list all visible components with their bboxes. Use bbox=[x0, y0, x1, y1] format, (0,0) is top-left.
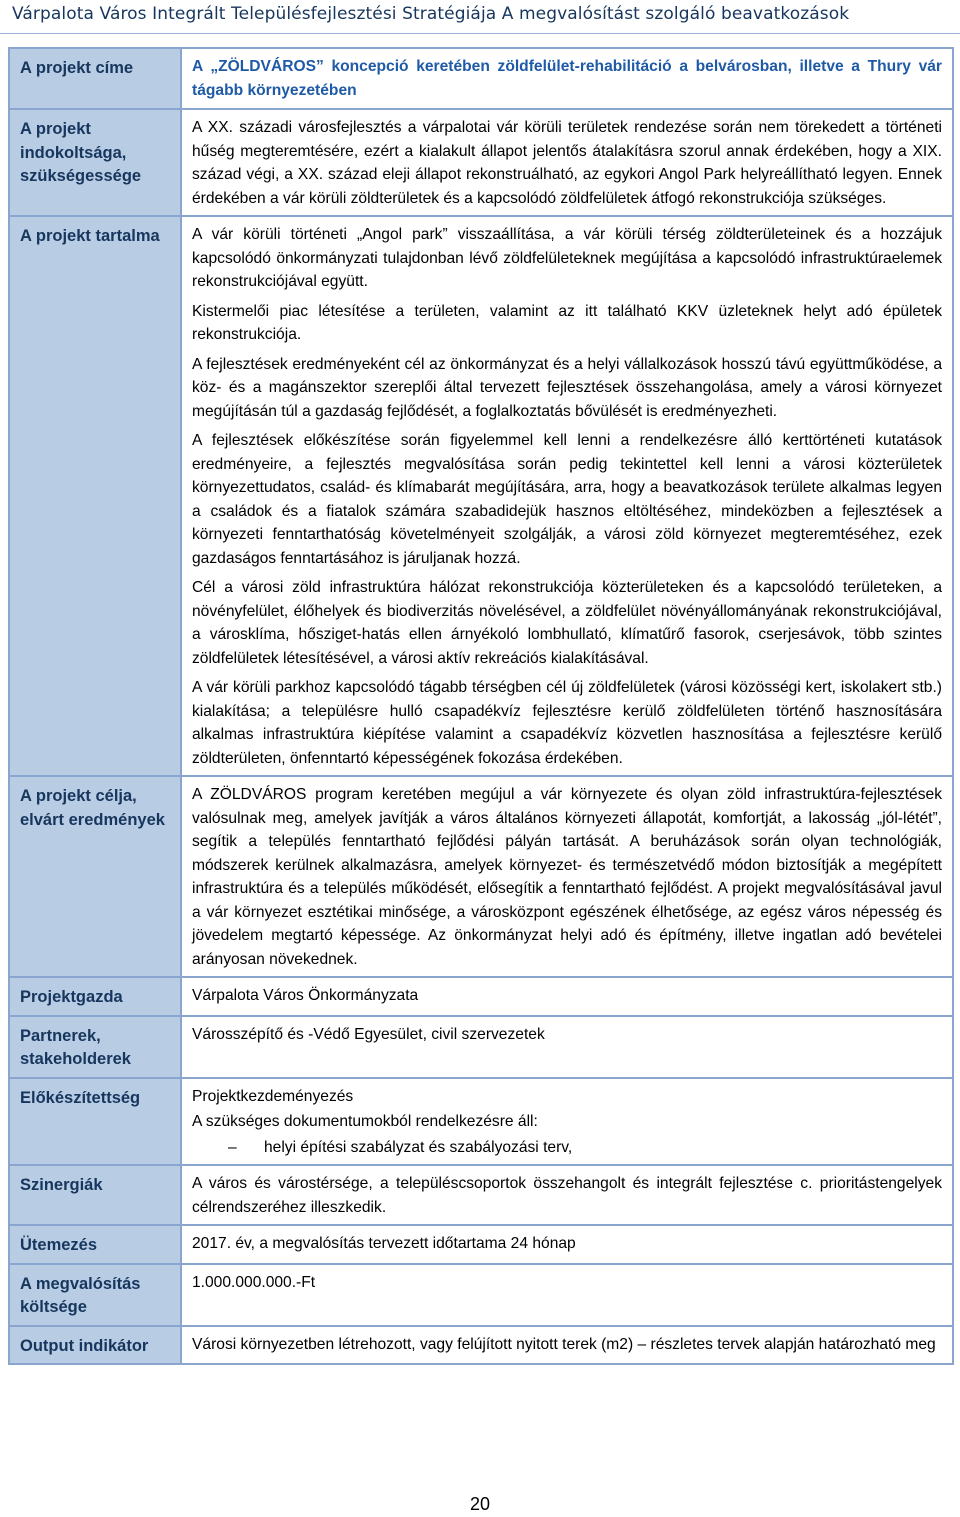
value-readiness bbox=[181, 1078, 953, 1166]
row-content bbox=[9, 216, 953, 776]
partners-text: Városszépítő és -Védő Egyesület, civil szervezetek bbox=[192, 1025, 545, 1043]
output-text: Városi környezetben létrehozott, vagy felújított nyitott terek (m2) – részletes tervek alapján határozható meg bbox=[192, 1335, 936, 1353]
value-cost bbox=[181, 1264, 953, 1326]
content-paragraph: Cél a városi zöld infrastruktúra hálózat rekonstrukciója közterületeken és a kapcsolódó területeken, a növényfelület, élőhelyek és biodiverzitás növelésével, a zöldfelület növényállományának rekonstrukciójával, a városklíma, hősziget-hatás ellen árnyékoló lombhullató, klímatűrő fasorok, cserjesávok, több szintes zöldfelületek létesítésével, a városi aktív rekreációs kialakításával. bbox=[192, 579, 942, 667]
label-project-title: A projekt címe bbox=[9, 48, 181, 109]
label-justification: A projekt indokoltsága, szükségessége bbox=[9, 109, 181, 216]
label-sponsor: Projektgazda bbox=[9, 977, 181, 1016]
schedule-text: 2017. év, a megvalósítás tervezett időtartama 24 hónap bbox=[192, 1235, 576, 1252]
label-goal: A projekt célja, elvárt eredmények bbox=[9, 776, 181, 977]
content-paragraph: A vár körüli parkhoz kapcsolódó tágabb térségben cél új zöldfelületek (városi közösségi kert, iskolakert stb.) kialakítása; a településre hulló csapadékvíz fejlesztésre kerülő zöldfelületen történő hasznosítására alkalmas infrastruktúra kiépítése valamint a csapadékvíz közvetlen hasznosítása a fejlesztésre kerülő zöldterületen, önfenntartó képességének fokozása érdekében. bbox=[192, 679, 942, 767]
readiness-item-text: helyi építési szabályzat és szabályozási terv, bbox=[264, 1138, 573, 1156]
row-title bbox=[9, 48, 953, 109]
project-title-text: A „ZÖLDVÁROS” koncepció keretében zöldfelület-rehabilitáció a belvárosban, illetve a Thury vár tágabb környezetében bbox=[192, 58, 942, 99]
value-synergies bbox=[181, 1165, 953, 1225]
label-content: A projekt tartalma bbox=[9, 216, 181, 776]
label-output: Output indikátor bbox=[9, 1326, 181, 1365]
cost-text: 1.000.000.000.-Ft bbox=[192, 1273, 316, 1291]
value-project-title bbox=[181, 48, 953, 109]
row-synergies bbox=[9, 1165, 953, 1225]
label-partners: Partnerek, stakeholderek bbox=[9, 1016, 181, 1078]
label-schedule: Ütemezés bbox=[9, 1225, 181, 1264]
row-partners bbox=[9, 1016, 953, 1078]
synergies-text: A város és várostérsége, a településcsoportok összehangolt és integrált fejlesztése c. prioritástengelyek célrendszeréhez illeszkedik. bbox=[192, 1175, 942, 1216]
project-table bbox=[8, 47, 954, 1365]
content-paragraph: A vár körüli történeti „Angol park” visszaállítása, a vár körüli térség zöldterületeinek és a hozzájuk kapcsolódó önkormányzati tulajdonban lévő zöldfelületeknek megújítása a kapcsolódó infrastruktúraelemek rekonstrukciójával együtt. bbox=[192, 226, 942, 290]
row-justification bbox=[9, 109, 953, 216]
row-cost bbox=[9, 1264, 953, 1326]
readiness-line-2: A szükséges dokumentumokból rendelkezésre áll: bbox=[192, 1113, 538, 1130]
content-paragraph: Kistermelői piac létesítése a területen, valamint az itt található KKV üzleteknek helyt adó épületek rekonstrukciója. bbox=[192, 302, 942, 343]
row-goal bbox=[9, 776, 953, 977]
value-goal bbox=[181, 776, 953, 977]
label-synergies: Szinergiák bbox=[9, 1165, 181, 1225]
sponsor-text: Várpalota Város Önkormányzata bbox=[192, 987, 419, 1004]
label-readiness: Előkészítettség bbox=[9, 1078, 181, 1166]
label-cost: A megvalósítás költsége bbox=[9, 1264, 181, 1326]
value-content bbox=[181, 216, 953, 776]
row-schedule bbox=[9, 1225, 953, 1264]
value-sponsor bbox=[181, 977, 953, 1016]
content-paragraph: A fejlesztések előkészítése során figyelemmel kell lenni a rendelkezésre álló kerttörténeti kutatások eredményeire, a fejlesztés megvalósítása során pedig tekintettel kell lenni a városi közterületek környezettudatos, család- és klímabarát megújítására, arra, hogy a beavatkozások területe alkalmas legyen a családok és a fiatalok számára szabadidejük hasznos eltöltéséhez, mindeközben a fejlesztések a környezeti fenntarthatóság követelményeit szolgálják, a városi zöld környezet megteremtéséhez, ezek gazdaságos fenntartásához is járuljanak hozzá. bbox=[192, 432, 942, 567]
justification-paragraph: A XX. századi városfejlesztés a várpalotai vár körüli területek rendezése során nem törekedett a történeti hűség megteremtésére, ezért a kialakult állapot jelentős átalakításra szorul annak érdekében, hogy a XIX. század végi, a XX. század eleji állapot rekonstruálható, az egykori Angol Park helyreállítható legyen. Ennek érdekében a vár körüli zöldterületek és a kapcsolódó zöldfelületek átfogó rekonstrukciója szükséges. bbox=[192, 119, 942, 207]
value-schedule bbox=[181, 1225, 953, 1264]
page-number: 20 bbox=[469, 1494, 491, 1514]
row-readiness bbox=[9, 1078, 953, 1166]
row-output bbox=[9, 1326, 953, 1365]
value-output bbox=[181, 1326, 953, 1365]
readiness-list-item bbox=[192, 1136, 942, 1160]
value-partners bbox=[181, 1016, 953, 1078]
page-header: Várpalota Város Integrált Településfejlesztési Stratégiája A megvalósítást szolgáló beavatkozások bbox=[0, 0, 960, 34]
goal-paragraph: A ZÖLDVÁROS program keretében megújul a vár környezete és olyan zöld infrastruktúra-fejlesztések valósulnak meg, amelyek javítják a város általános környezeti állapotát, komfortját, a lakosság „jól-létét”, segítik a település fenntartható fejlődési pályán tartását. A beruházások során olyan technológiák, módszerek kerülnek alkalmazásra, amelyek környezet- és természetvédő módon biztosítják a megépített infrastruktúra és a település működését, elősegítik a fenntartható fejlődést. A projekt megvalósításával javul a vár környezet esztétikai minősége, a városközpont egészének élhetősége, az egész város népesség és jövedelem megtartó képessége. Az önkormányzat helyi adó és építmény, illetve ingatlan adó bevételei arányosan növekednek. bbox=[192, 786, 942, 968]
dash-bullet: – bbox=[228, 1138, 237, 1156]
content-paragraph: A fejlesztések eredményeként cél az önkormányzat és a helyi vállalkozások hosszú távú együttműködése, a köz- és a magánszektor szereplői által tervezett fejlesztések összehangolása, amely a városi környezet megújításán túl a gazdaság fejlődését, a foglalkoztatás bővülését is eredményezheti. bbox=[192, 355, 942, 420]
readiness-line-1: Projektkezdeményezés bbox=[192, 1087, 354, 1105]
value-justification bbox=[181, 109, 953, 216]
row-sponsor bbox=[9, 977, 953, 1016]
